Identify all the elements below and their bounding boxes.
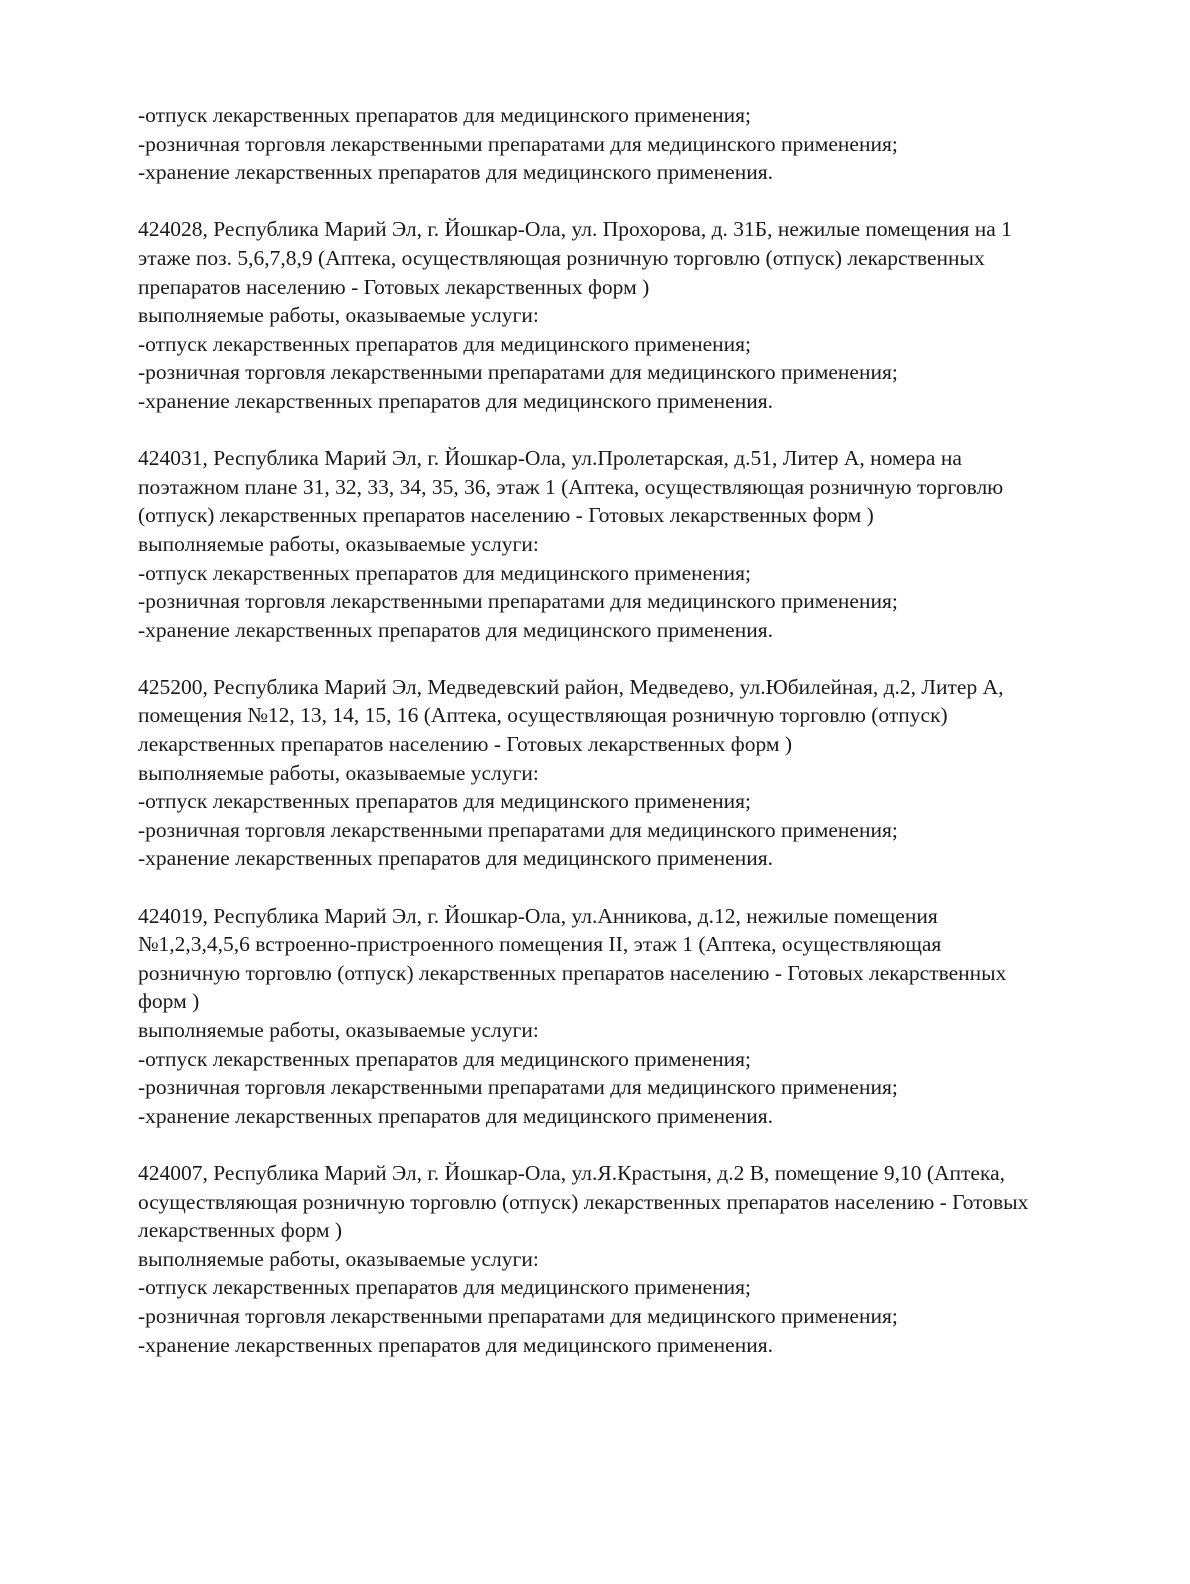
works-label: выполняемые работы, оказываемые услуги: — [138, 760, 539, 785]
pharmacy-entry — [138, 902, 1128, 1131]
address-line: лекарственных препаратов населению - Готовых лекарственных форм ) — [138, 732, 793, 757]
service-line: -отпуск лекарственных препаратов для медицинского применения; — [138, 103, 752, 127]
service-line: -розничная торговля лекарственными препаратами для медицинского применения; — [138, 1303, 898, 1328]
address-line: поэтажном плане 31, 32, 33, 34, 35, 36, этаж 1 (Аптека, осуществляющая розничную торговлю — [138, 474, 1004, 499]
works-label: выполняемые работы, оказываемые услуги: — [138, 1018, 539, 1042]
address-line: 425200, Республика Марий Эл, Медведевский район, Медведево, ул.Юбилейная, д.2, Литер А, — [138, 674, 1004, 699]
service-line: -хранение лекарственных препаратов для медицинского применения. — [138, 1103, 773, 1128]
service-line: -розничная торговля лекарственными препаратами для медицинского применения; — [138, 131, 898, 156]
address-line: осуществляющая розничную торговлю (отпуск) лекарственных препаратов населению - Готовых — [138, 1189, 1029, 1214]
service-line: -отпуск лекарственных препаратов для медицинского применения; — [138, 789, 752, 814]
address-line: лекарственных форм ) — [138, 1218, 343, 1243]
works-label: выполняемые работы, оказываемые услуги: — [138, 531, 539, 556]
address-line: розничную торговлю (отпуск) лекарственных препаратов населению - Готовых лекарственных — [138, 960, 1007, 985]
address-line: 424007, Республика Марий Эл, г. Йошкар-Ола, ул.Я.Крастыня, д.2 В, помещение 9,10 (Аптека, — [138, 1160, 1005, 1185]
service-line: -розничная торговля лекарственными препаратами для медицинского применения; — [138, 360, 898, 385]
service-line: -хранение лекарственных препаратов для медицинского применения. — [138, 388, 773, 413]
pharmacy-entry — [138, 1159, 1128, 1359]
service-line: -розничная торговля лекарственными препаратами для медицинского применения; — [138, 817, 898, 842]
address-line: 424019, Республика Марий Эл, г. Йошкар-Ола, ул.Анникова, д.12, нежилые помещения — [138, 903, 938, 928]
service-line: -отпуск лекарственных препаратов для медицинского применения; — [138, 560, 752, 585]
works-label: выполняемые работы, оказываемые услуги: — [138, 1246, 539, 1271]
works-label: выполняемые работы, оказываемые услуги: — [138, 303, 539, 328]
pharmacy-entry — [138, 215, 1128, 415]
address-line: этаже поз. 5,6,7,8,9 (Аптека, осуществляющая розничную торговлю (отпуск) лекарственных — [138, 245, 985, 270]
service-line: -отпуск лекарственных препаратов для медицинского применения; — [138, 1046, 752, 1071]
service-line: -хранение лекарственных препаратов для медицинского применения. — [138, 1332, 773, 1357]
address-line: №1,2,3,4,5,6 встроенно-пристроенного помещения II, этаж 1 (Аптека, осуществляющая — [138, 932, 942, 957]
service-line: -розничная торговля лекарственными препаратами для медицинского применения; — [138, 589, 898, 614]
address-line: помещения №12, 13, 14, 15, 16 (Аптека, осуществляющая розничную торговлю (отпуск) — [138, 703, 948, 728]
service-line: -отпуск лекарственных препаратов для медицинского применения; — [138, 331, 752, 356]
pharmacy-entry — [138, 444, 1128, 644]
service-line: -отпуск лекарственных препаратов для медицинского применения; — [138, 1275, 752, 1300]
address-line: 424031, Республика Марий Эл, г. Йошкар-Ола, ул.Пролетарская, д.51, Литер А, номера на — [138, 446, 962, 471]
document-body — [138, 101, 1128, 1359]
service-line: -хранение лекарственных препаратов для медицинского применения. — [138, 846, 773, 871]
address-line: (отпуск) лекарственных препаратов населению - Готовых лекарственных форм ) — [138, 503, 874, 528]
address-line: 424028, Республика Марий Эл, г. Йошкар-Ола, ул. Прохорова, д. 31Б, нежилые помещения на 1 — [138, 217, 1012, 242]
service-line: -хранение лекарственных препаратов для медицинского применения. — [138, 617, 773, 642]
intro-services-list — [138, 101, 1128, 187]
service-line: -хранение лекарственных препаратов для медицинского применения. — [138, 160, 773, 185]
address-line: форм ) — [138, 989, 200, 1014]
pharmacy-entry — [138, 673, 1128, 873]
service-line: -розничная торговля лекарственными препаратами для медицинского применения; — [138, 1075, 898, 1100]
address-line: препаратов населению - Готовых лекарственных форм ) — [138, 274, 650, 299]
